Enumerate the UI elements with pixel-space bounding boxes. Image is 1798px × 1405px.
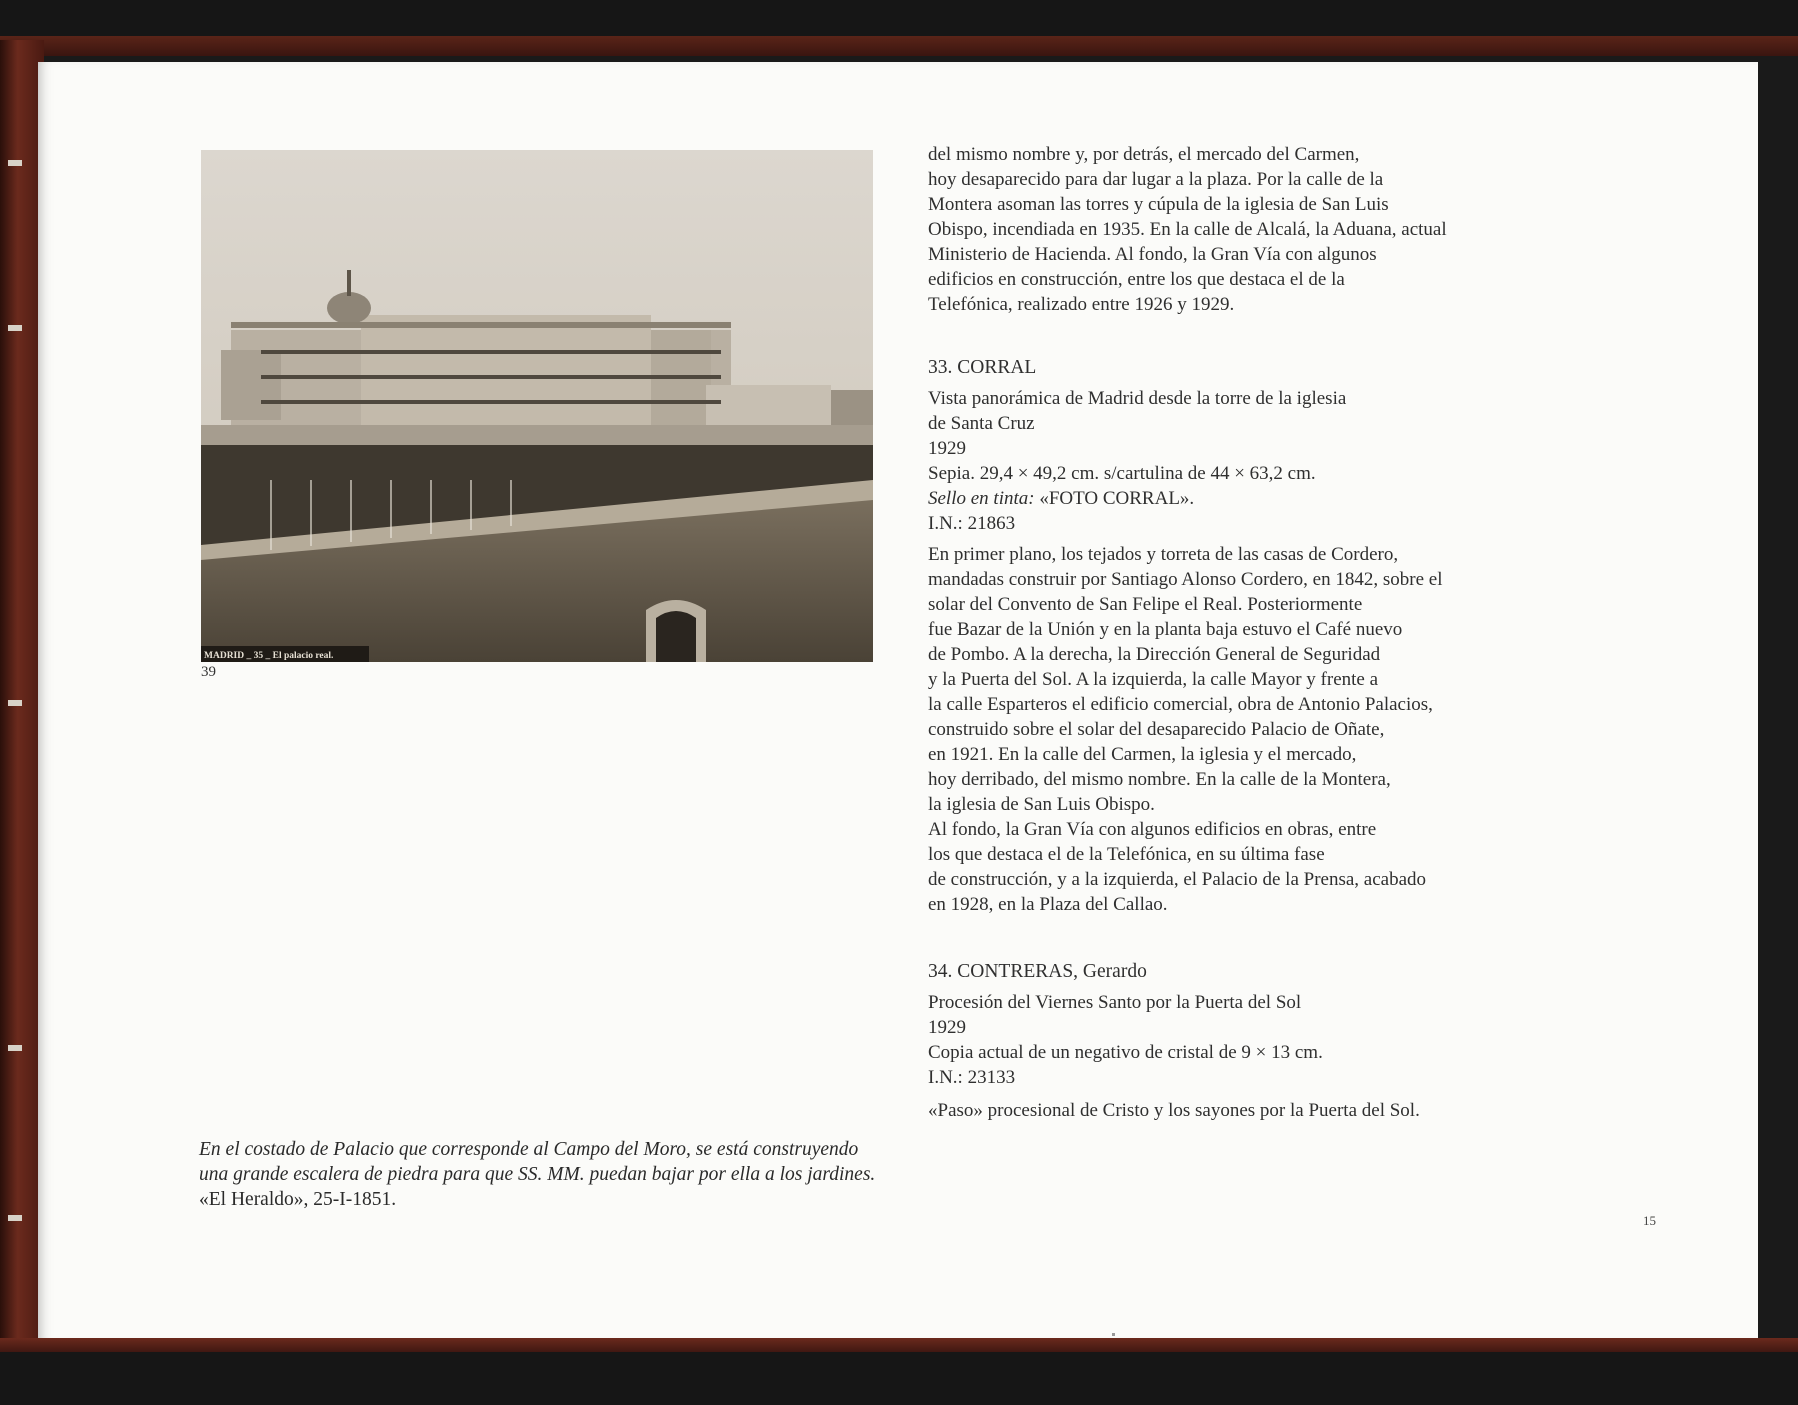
text-line: Obispo, incendiada en 1935. En la calle de Alcalá, la Aduana, actual [928,219,1447,240]
entry-year: 1929 [928,438,966,459]
entry-inventory: I.N.: 21863 [928,513,1016,534]
text-line: los que destaca el de la Telefónica, en su última fase [928,844,1325,865]
text-line: la calle Esparteros el edificio comercial, obra de Antonio Palacios, [928,694,1433,715]
catalogue-entry-34 [928,959,1588,1123]
text-line: fue Bazar de la Unión y en la planta baja estuvo el Café nuevo [928,619,1403,640]
palace-photo-image [201,150,873,662]
text-line: construido sobre el solar del desaparecido Palacio de Oñate, [928,719,1385,740]
catalogue-column [928,142,1588,1123]
photo-inscription: MADRID _ 35 _ El palacio real. [204,651,334,661]
photo-number: 39 [201,664,216,680]
text-line: Ministerio de Hacienda. Al fondo, la Gran Vía con algunos [928,244,1377,265]
text-line: hoy desaparecido para dar lugar a la plaza. Por la calle de la [928,169,1384,190]
text-line: en 1928, en la Plaza del Callao. [928,894,1168,915]
page-number: 15 [1643,1213,1656,1228]
text-line: solar del Convento de San Felipe el Real. Posteriormente [928,594,1363,615]
scan-speck [1112,1333,1115,1336]
binding-clip [8,1045,22,1051]
entry-description [928,542,1588,917]
stamp-text: «FOTO CORRAL». [1039,488,1195,509]
entry-technique: Sepia. 29,4 × 49,2 cm. s/cartulina de 44 × 63,2 cm. [928,463,1316,484]
text-line: de Pombo. A la derecha, la Dirección General de Seguridad [928,644,1381,665]
entry-heading: 34. CONTRERAS, Gerardo [928,961,1147,982]
binding-clip [8,700,22,706]
text-line: mandadas construir por Santiago Alonso Cordero, en 1842, sobre el [928,569,1443,590]
book-cover-edge [0,36,1798,56]
palace-photograph [201,150,873,662]
binding-clip [8,160,22,166]
binding-clip [8,1215,22,1221]
text-line: la iglesia de San Luis Obispo. [928,794,1155,815]
caption-quote: En el costado de Palacio que corresponde al Campo del Moro, se está construyendo una grande escalera de piedra para que SS. MM. puedan bajar por ella a los jardines. [199,1139,876,1185]
entry-title-line: Procesión del Viernes Santo por la Puerta del Sol [928,992,1302,1013]
text-line: Telefónica, realizado entre 1926 y 1929. [928,294,1235,315]
text-line: y la Puerta del Sol. A la izquierda, la calle Mayor y frente a [928,669,1379,690]
text-line: de construcción, y a la izquierda, el Palacio de la Prensa, acabado [928,869,1427,890]
caption-source: «El Heraldo», 25-I-1851. [199,1189,397,1210]
text-line: del mismo nombre y, por detrás, el mercado del Carmen, [928,144,1360,165]
text-line: Montera asoman las torres y cúpula de la iglesia de San Luis [928,194,1389,215]
stamp-label: Sello en tinta: [928,488,1035,509]
text-line: hoy derribado, del mismo nombre. En la calle de la Montera, [928,769,1391,790]
entry-description: «Paso» procesional de Cristo y los sayones por la Puerta del Sol. [928,1100,1420,1121]
photo-caption [199,1137,879,1212]
entry-title-line: Vista panorámica de Madrid desde la torre de la iglesia [928,388,1347,409]
entry-technique: Copia actual de un negativo de cristal de 9 × 13 cm. [928,1042,1323,1063]
scan-bottom-border [0,1352,1798,1405]
text-line: en 1921. En la calle del Carmen, la iglesia y el mercado, [928,744,1357,765]
entry-title-line: de Santa Cruz [928,413,1035,434]
entry-inventory: I.N.: 23133 [928,1067,1016,1088]
text-line: edificios en construcción, entre los que destaca el de la [928,269,1345,290]
entry-year: 1929 [928,1017,966,1038]
entry-heading: 33. CORRAL [928,357,1037,378]
text-line: En primer plano, los tejados y torreta de las casas de Cordero, [928,544,1399,565]
entry-stamp [928,486,1588,511]
continuation-paragraph [928,142,1588,317]
binding-clip [8,325,22,331]
catalogue-entry-33 [928,355,1588,917]
text-line: Al fondo, la Gran Vía con algunos edificios en obras, entre [928,819,1377,840]
